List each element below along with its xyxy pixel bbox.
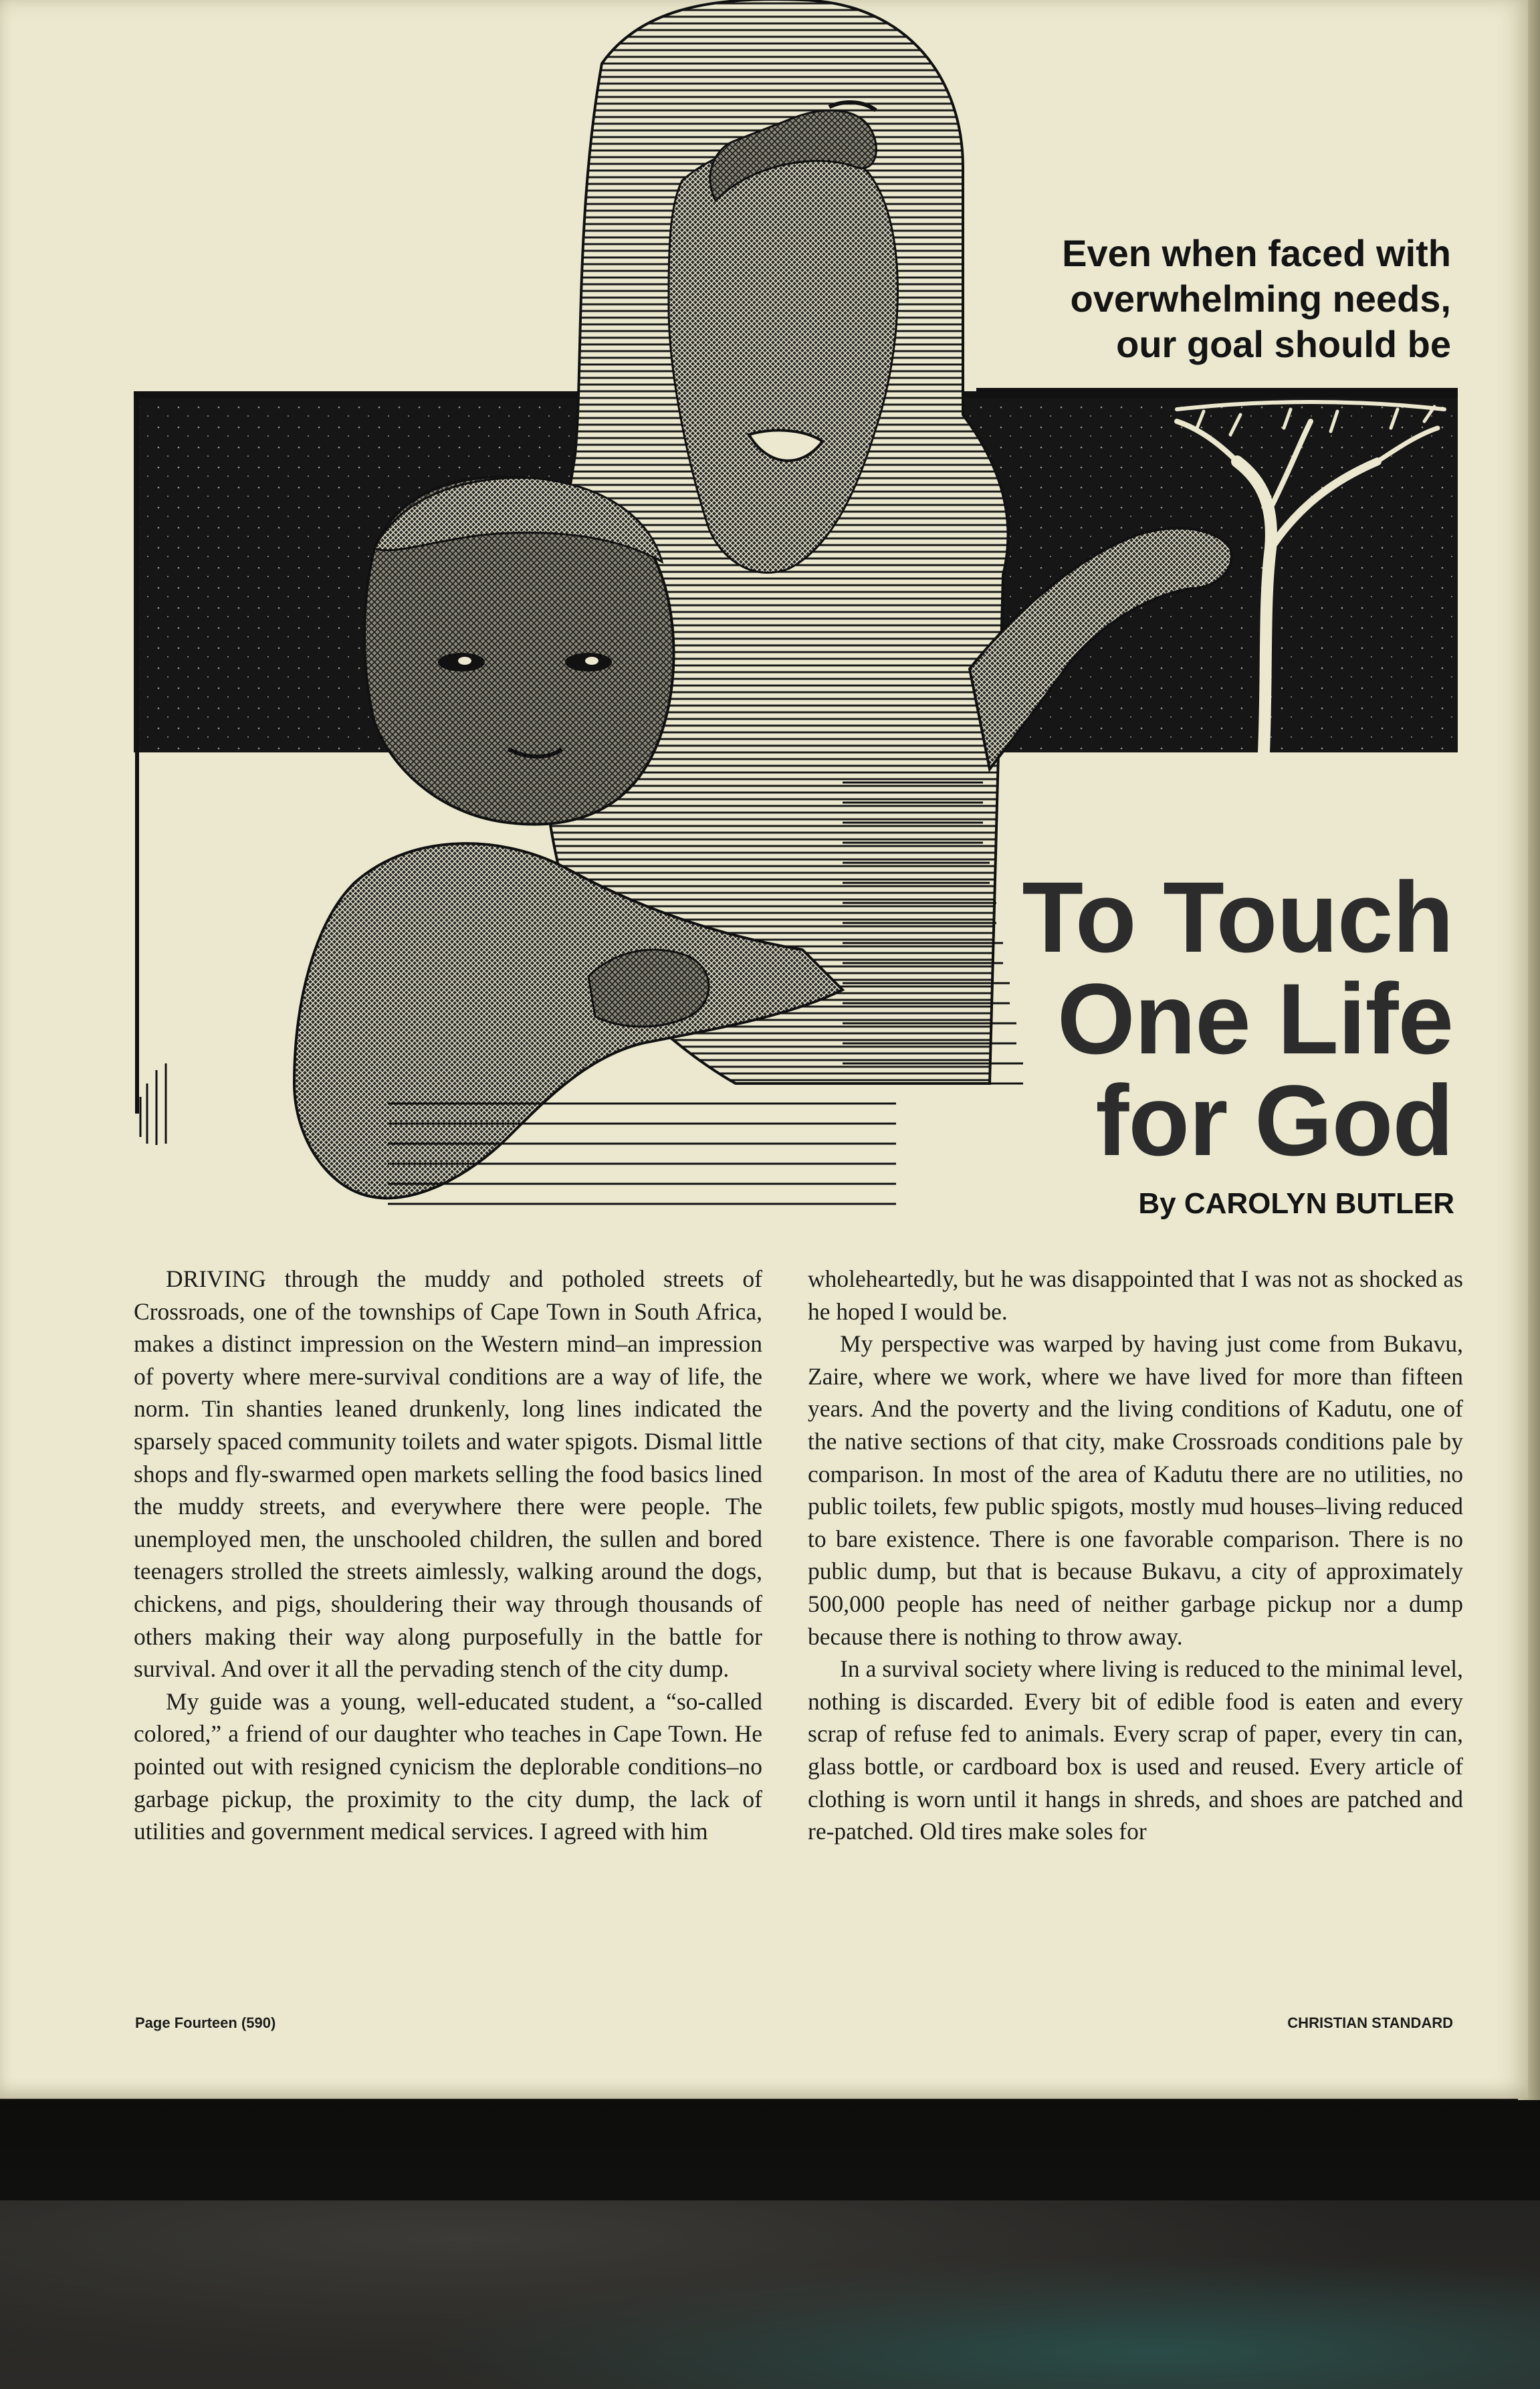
left-column [134, 1263, 762, 1848]
title-line-2: One Life [1057, 962, 1453, 1075]
paragraph: My guide was a young, well-educated student, a “so-called colored,” a friend of our daughter who teaches in Cape Town. He pointed out with resigned cynicism the deplorable conditions–no garbage pickup, the proximity to the city dump, the lack of utilities and government medical services. I agreed with him [134, 1687, 762, 1845]
kicker-line-1: Even when faced with [1062, 232, 1451, 274]
right-column [808, 1263, 1463, 1848]
paragraph: wholeheartedly, but he was disappointed that I was not as shocked as he hoped I would be. [808, 1265, 1463, 1325]
kicker-line-2: overwhelming needs, [1070, 278, 1451, 320]
title-line-1: To Touch [1022, 861, 1453, 973]
paragraph: My perspective was warped by having just come from Bukavu, Zaire, where we work, where we have lived for more than fifteen years. And the poverty and the living conditions of Kadutu, one of the native sections of that city, make Crossroads conditions pale by comparison. In most of the area of Kadutu there are no utilities, no public toilets, few public spigots, mostly mud houses–living reduced to bare existence. There is one favorable comparison. There is no public dump, but that is because Bukavu, a city of approximately 500,000 people has need of neither garbage pickup nor a dump because there is nothing to throw away. [808, 1330, 1463, 1650]
page-number: Page Fourteen (590) [135, 2014, 276, 2031]
article-title [865, 861, 1453, 1176]
paragraph: DRIVING through the muddy and potholed streets of Crossroads, one of the townships of Cape Town in South Africa, makes a distinct impression on the Western mind–an impression of poverty where mere-survival conditions are a way of life, the norm. Tin shanties leaned drunkenly, long lines indicated the sparsely spaced community toilets and water spigots. Dismal little shops and fly-swarmed open markets selling the food basics lined the muddy streets, and everywhere there were people. The unemployed men, the unschooled children, the sullen and bored teenagers strolled the streets aimlessly, walking around the dogs, chickens, and pigs, shouldering their way through thousands of others making their way along purposefully in the battle for survival. And over it all the pervading stench of the city dump. [134, 1265, 762, 1683]
paragraph: In a survival society where living is reduced to the minimal level, nothing is discarded. Every bit of edible food is eaten and every scrap of refuse fed to animals. Every scrap of paper, every tin can, glass bottle, or cardboard box is used and reused. Every article of clothing is worn until it hangs in shreds, and shoes are patched and re-patched. Old tires make soles for [808, 1655, 1463, 1845]
kicker-line-3: our goal should be [1116, 323, 1451, 365]
title-line-3: for God [1095, 1064, 1453, 1176]
publication-name: CHRISTIAN STANDARD [1287, 2014, 1453, 2031]
child-hand [588, 950, 709, 1027]
byline: By CAROLYN BUTLER [1138, 1187, 1454, 1220]
fabric-background [0, 2200, 1540, 2389]
